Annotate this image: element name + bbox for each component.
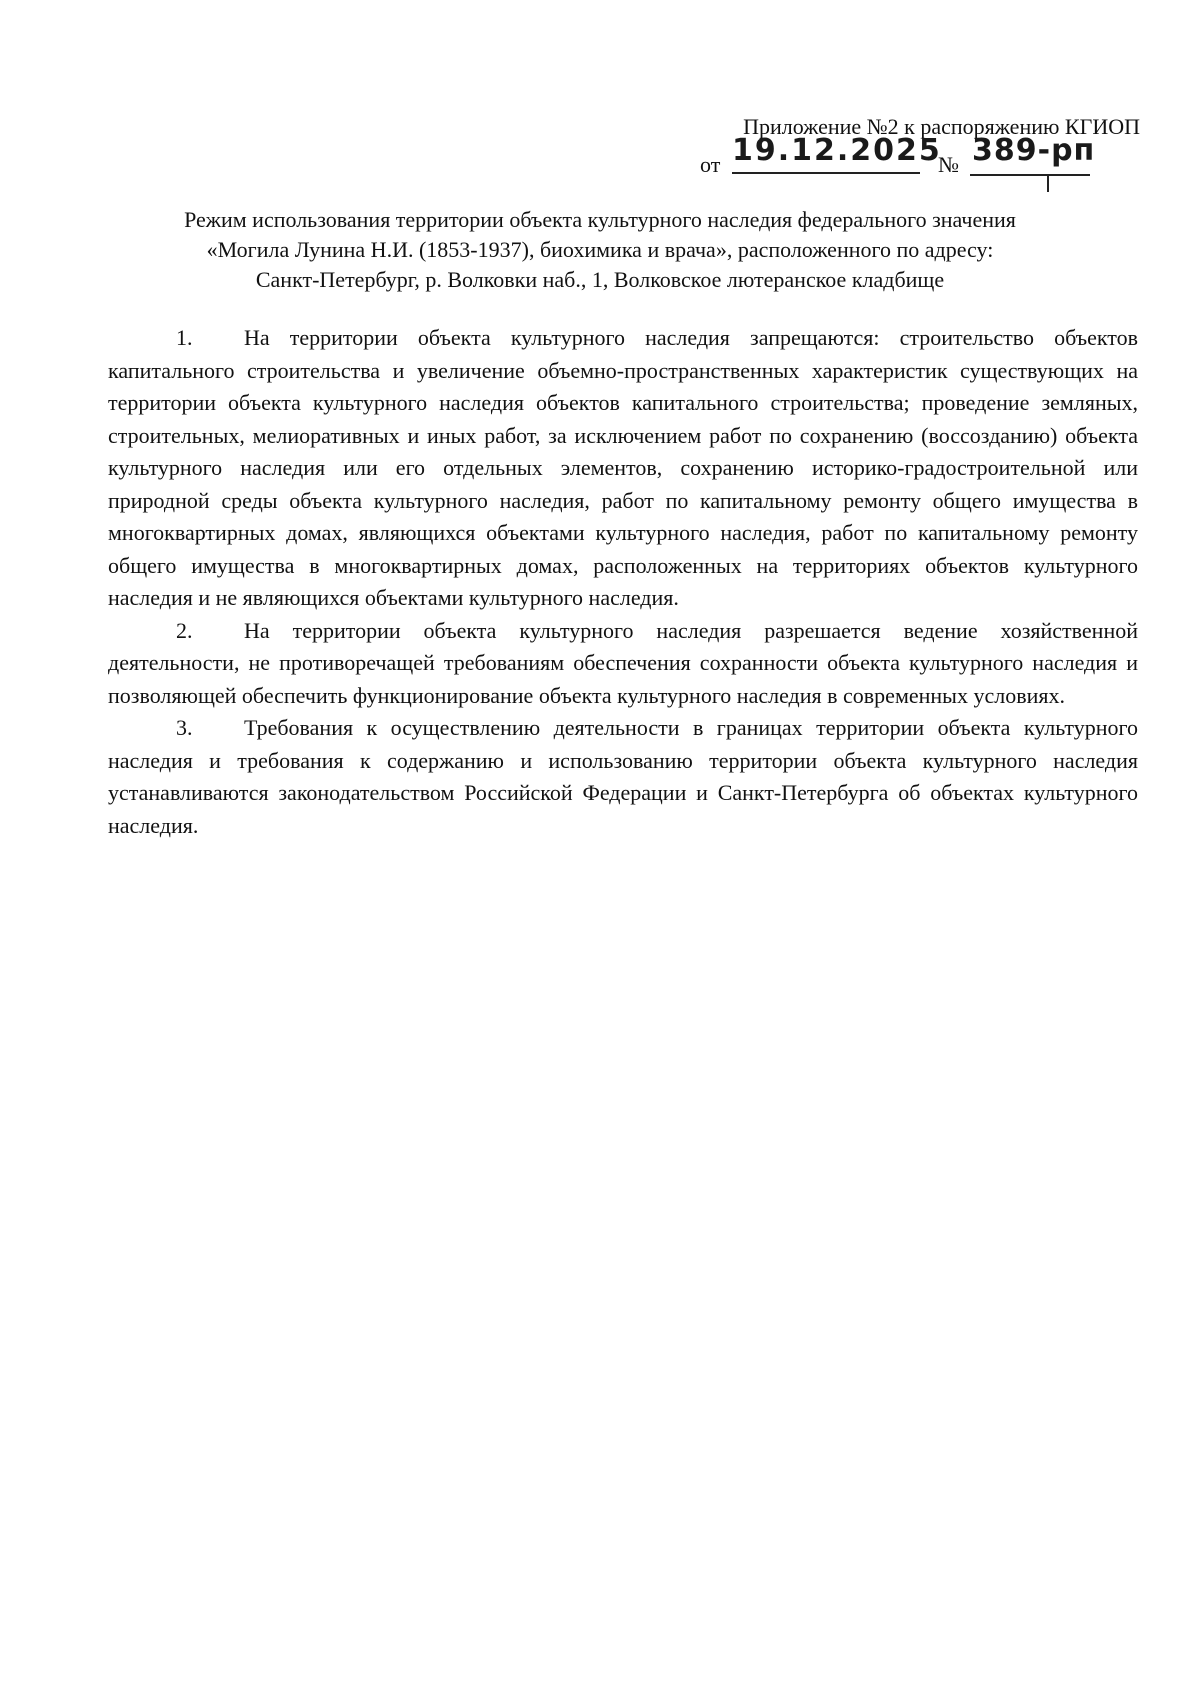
date-prefix: от (700, 152, 721, 177)
order-reference (670, 133, 1140, 182)
date-underline (732, 172, 920, 174)
title-line-3: Санкт-Петербург, р. Волковки наб., 1, Волковское лютеранское кладбище (255, 267, 945, 292)
number-underline (970, 174, 1090, 176)
paragraph-text: На территории объекта культурного наследия запрещаются: строительство объектов капитального строительства и увеличение объемно-пространственных характеристик существующих на территории объекта культурного наследия объектов капитального строительства; проведение земляных, строительных, мелиоративных и иных работ, за исключением работ по сохранению (воссозданию) объекта культурного наследия или его отдельных элементов, сохранению историко-градостроительной или природной среды объекта культурного наследия, работ по капитальному ремонту общего имущества в многоквартирных домах, являющихся объектами культурного наследия, работ по капитальному ремонту общего имущества в многоквартирных домах, расположенных на территориях объектов культурного наследия и не являющихся объектами культурного наследия. (108, 325, 1138, 610)
appendix-title: Приложение №2 к распоряжению КГИОП (743, 114, 1140, 139)
document-title (100, 205, 1100, 295)
number-underline-tick (1047, 174, 1049, 192)
title-line-1: Режим использования территории объекта культурного наследия федерального значения (184, 207, 1016, 232)
title-line-2: «Могила Лунина Н.И. (1853-1937), биохимика и врача», расположенного по адресу: (206, 237, 994, 262)
paragraph-1 (108, 322, 1138, 615)
paragraph-2 (108, 615, 1138, 713)
paragraph-text: Требования к осуществлению деятельности в границах территории объекта культурного наследия и требования к содержанию и использованию территории объекта культурного наследия устанавливаются законодательством Российской Федерации и Санкт-Петербурга об объектах культурного наследия. (108, 715, 1138, 838)
handwritten-date: 19.12.2025 (732, 133, 942, 168)
number-sign: № (938, 152, 959, 177)
appendix-header (670, 112, 1140, 182)
paragraph-text: На территории объекта культурного наследия разрешается ведение хозяйственной деятельности, не противоречащей требованиям обеспечения сохранности объекта культурного наследия и позволяющей обеспечить функционирование объекта культурного наследия в современных условиях. (108, 617, 1138, 708)
document-body (108, 322, 1138, 842)
paragraph-number: 2. (176, 617, 193, 643)
handwritten-order-number: 389-рп (972, 133, 1096, 168)
paragraph-number: 3. (176, 715, 193, 740)
paragraph-number: 1. (176, 325, 193, 350)
paragraph-3 (108, 712, 1138, 842)
